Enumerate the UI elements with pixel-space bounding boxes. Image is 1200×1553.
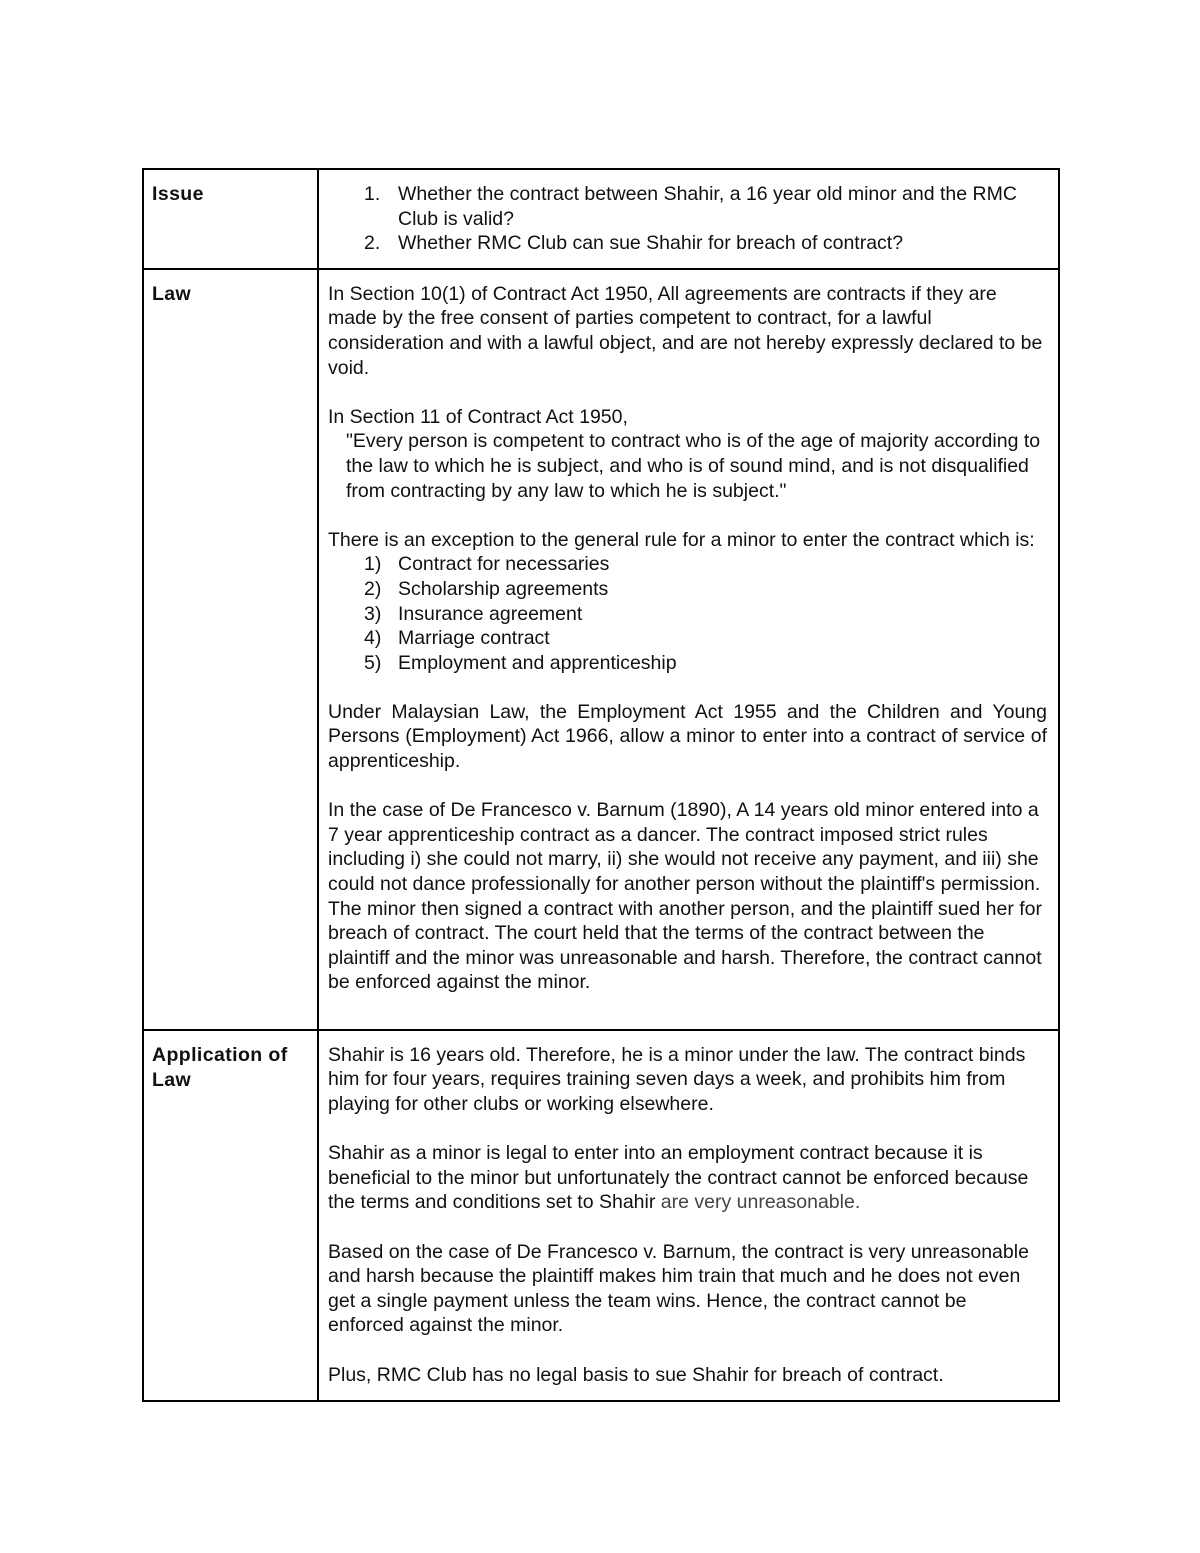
issue-item-number: 1. bbox=[364, 183, 381, 205]
law-exception-item bbox=[328, 651, 1047, 676]
law-exception-text: Employment and apprenticeship bbox=[398, 651, 677, 674]
law-exception-text: Insurance agreement bbox=[398, 602, 583, 625]
law-label: Law bbox=[143, 269, 318, 1030]
law-exception-item bbox=[328, 626, 1047, 651]
issue-item bbox=[328, 182, 1047, 231]
application-row bbox=[143, 1030, 1059, 1401]
law-row bbox=[143, 269, 1059, 1030]
law-exception-number: 5) bbox=[364, 651, 382, 674]
application-paragraph-1: Shahir is 16 years old. Therefore, he is a minor under the law. The contract binds him for four years, requires training seven days a week, and prohibits him from playing for other clubs or working elsewhere. bbox=[328, 1043, 1026, 1115]
law-section-11-quote: "Every person is competent to contract who is of the age of majority according to the law to which he is subject, and who is of sound mind, and is not disqualified from contracting by any law to which he is subject." bbox=[346, 430, 1041, 502]
issue-row bbox=[143, 169, 1059, 269]
law-exception-intro: There is an exception to the general rule for a minor to enter the contract which is: bbox=[328, 528, 1035, 551]
law-exception-text: Scholarship agreements bbox=[398, 577, 609, 600]
application-paragraph-4: Plus, RMC Club has no legal basis to sue Shahir for breach of contract. bbox=[328, 1363, 944, 1386]
issue-item-number: 2. bbox=[364, 232, 381, 255]
irac-table bbox=[142, 168, 1060, 1402]
issue-item-text: Whether the contract between Shahir, a 16 year old minor and the RMC Club is valid? bbox=[398, 183, 1017, 230]
law-exception-list bbox=[328, 552, 1047, 675]
issue-item bbox=[328, 231, 1047, 256]
application-content bbox=[318, 1030, 1059, 1401]
application-label: Application of Law bbox=[143, 1030, 318, 1401]
application-paragraph-2-main: Shahir as a minor is legal to enter into an employment contract because it is beneficial to the minor but unfortunately the contract cannot be enforced because the terms and conditions set to Shahir bbox=[328, 1142, 1029, 1214]
issue-list bbox=[328, 182, 1047, 256]
law-malaysian-law-paragraph: Under Malaysian Law, the Employment Act 1955 and the Children and Young Persons (Employment) Act 1966, allow a minor to enter into a contract of service of apprenticeship. bbox=[328, 700, 1047, 773]
law-section-10-paragraph: In Section 10(1) of Contract Act 1950, All agreements are contracts if they are made by the free consent of parties competent to contract, for a lawful consideration and with a lawful object, and are not hereby expressly declared to be void. bbox=[328, 282, 1043, 379]
law-exception-item bbox=[328, 552, 1047, 577]
issue-label: Issue bbox=[143, 169, 318, 269]
law-exception-item bbox=[328, 577, 1047, 602]
law-exception-text: Contract for necessaries bbox=[398, 553, 610, 576]
law-case-paragraph: In the case of De Francesco v. Barnum (1890), A 14 years old minor entered into a 7 year apprenticeship contract as a dancer. The contract imposed strict rules including i) she could not marry, ii) she would not receive any payment, and iii) she could not dance professionally for another person without the plaintiff's permission. The minor then signed a contract with another person, and the plaintiff sued her for breach of contract. The court held that the terms of the contract between the plaintiff and the minor was unreasonable and harsh. Therefore, the contract cannot be enforced against the minor. bbox=[328, 799, 1042, 994]
law-section-11-intro: In Section 11 of Contract Act 1950, bbox=[328, 405, 628, 428]
application-paragraph-2 bbox=[328, 1141, 1047, 1215]
law-exception-number: 4) bbox=[364, 627, 382, 650]
application-paragraph-2-tail: are very unreasonable. bbox=[660, 1191, 861, 1214]
law-exception-number: 1) bbox=[364, 553, 382, 576]
application-paragraph-3: Based on the case of De Francesco v. Barnum, the contract is very unreasonable and harsh because the plaintiff makes him train that much and he does not even get a single payment unless the team wins. Hence, the contract cannot be enforced against the minor. bbox=[328, 1240, 1029, 1337]
law-exception-number: 3) bbox=[364, 602, 382, 625]
issue-item-text: Whether RMC Club can sue Shahir for breach of contract? bbox=[398, 232, 904, 255]
law-exception-item bbox=[328, 602, 1047, 627]
issue-content bbox=[318, 169, 1059, 269]
law-exception-number: 2) bbox=[364, 577, 382, 600]
law-content bbox=[318, 269, 1059, 1030]
law-exception-text: Marriage contract bbox=[398, 627, 550, 650]
